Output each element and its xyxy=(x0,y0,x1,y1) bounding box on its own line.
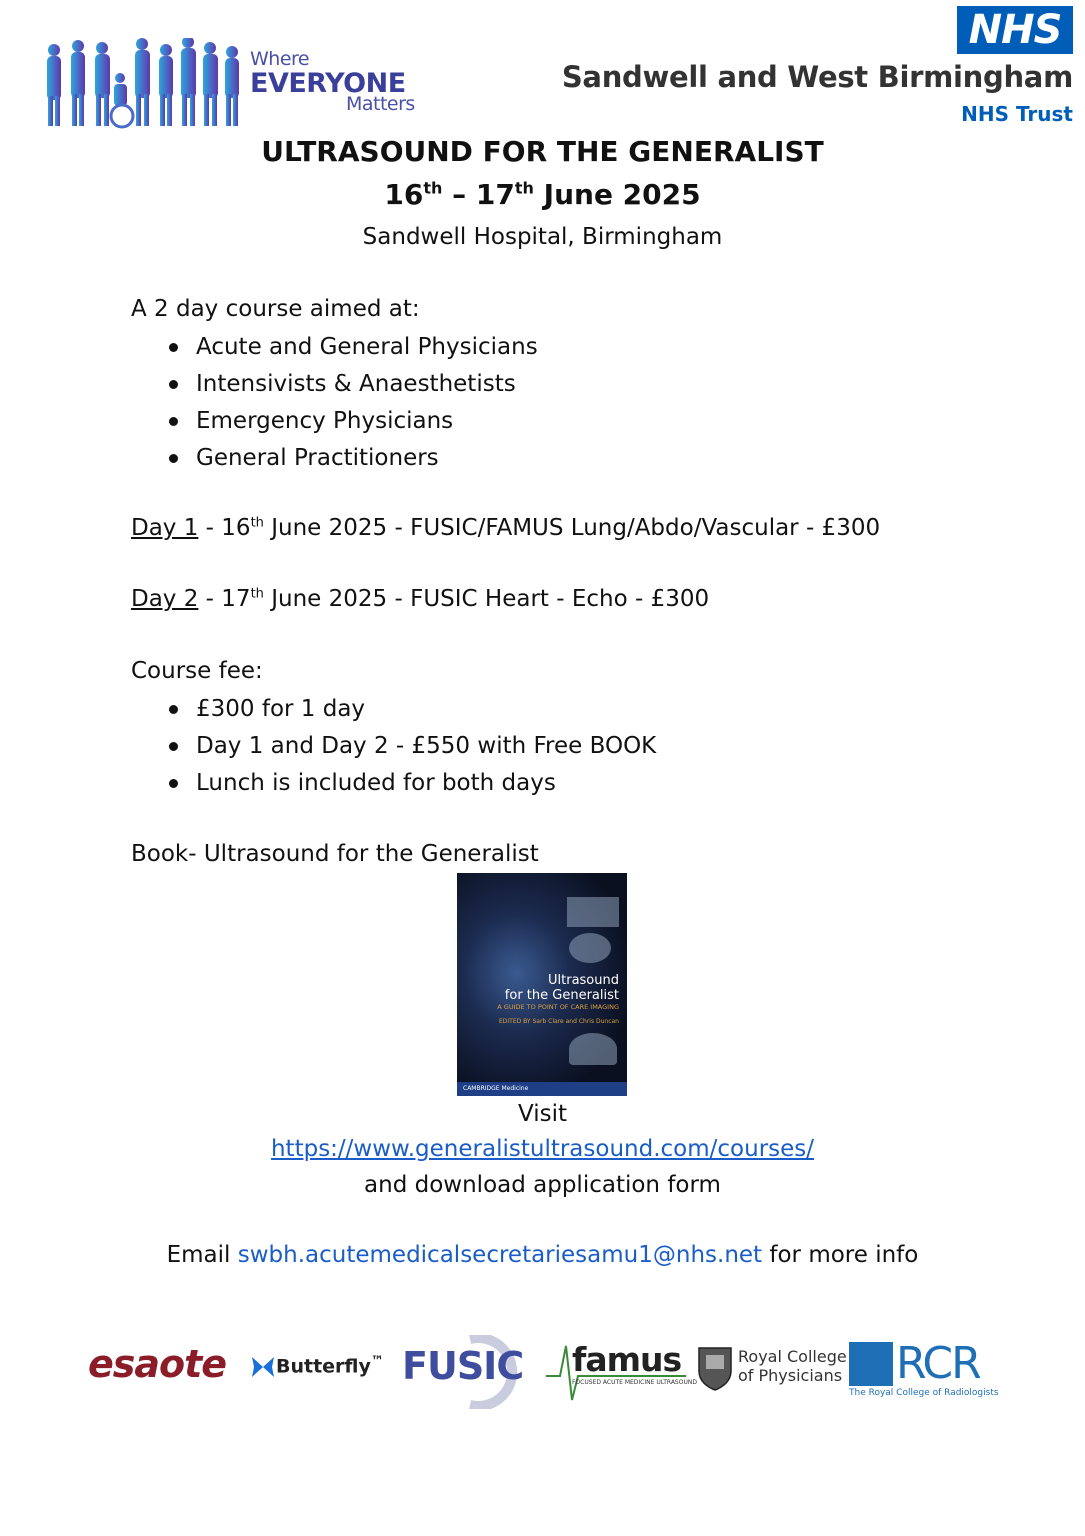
cover-title-line-1: Ultrasound xyxy=(548,973,619,988)
wordmark-where: Where xyxy=(250,48,310,70)
day-2-line xyxy=(131,586,709,612)
trust-name: Sandwell and West Birmingham xyxy=(561,60,1073,94)
fusic-logo: FUSIC xyxy=(402,1344,524,1388)
audience-intro: A 2 day course aimed at: xyxy=(131,296,420,322)
esaote-logo: esaote xyxy=(88,1342,227,1386)
fee-item: £300 for 1 day xyxy=(131,694,656,731)
book-intro: Book- Ultrasound for the Generalist xyxy=(131,841,539,867)
date-end: 17 xyxy=(475,178,515,211)
audience-item: General Practitioners xyxy=(131,443,538,480)
email-link[interactable]: swbh.acutemedicalsecretariesamu1@nhs.net xyxy=(237,1242,763,1268)
email-line xyxy=(0,1242,1085,1268)
nhs-logo: NHS xyxy=(957,6,1073,54)
butterfly-icon xyxy=(250,1355,276,1379)
cover-editors: EDITED BY Sarb Clare and Chris Duncan xyxy=(498,1018,619,1025)
rcp-line-2: of Physicians xyxy=(738,1366,843,1385)
rcp-line-1: Royal College xyxy=(738,1347,847,1366)
day-2-details: June 2025 - FUSIC Heart - Echo - £300 xyxy=(263,586,710,612)
email-suffix: for more info xyxy=(762,1242,919,1268)
audience-item: Acute and General Physicians xyxy=(131,332,538,369)
rcp-wordmark xyxy=(738,1347,847,1385)
course-dates xyxy=(0,178,1085,211)
day-2-sep: - xyxy=(198,586,222,612)
fee-item: Day 1 and Day 2 - £550 with Free BOOK xyxy=(131,731,656,768)
cover-echo-image xyxy=(569,933,611,963)
date-end-suffix: th xyxy=(514,178,534,198)
trust-subtitle: NHS Trust xyxy=(961,102,1073,126)
where-everyone-matters-wordmark xyxy=(250,50,415,114)
visit-label: Visit xyxy=(517,1101,567,1127)
date-start: 16 xyxy=(384,178,424,211)
cover-subtitle: A GUIDE TO POINT OF CARE IMAGING xyxy=(497,1003,619,1011)
day-2-date-suffix: th xyxy=(250,586,264,602)
cover-title-line-2: for the Generalist xyxy=(504,988,619,1003)
day-1-label: Day 1 xyxy=(131,515,199,541)
day-1-date-suffix: th xyxy=(250,515,264,531)
audience-item: Intensivists & Anaesthetists xyxy=(131,369,538,406)
fee-item: Lunch is included for both days xyxy=(131,768,656,805)
date-month-year: June 2025 xyxy=(533,178,701,211)
day-1-date: 16 xyxy=(221,515,251,541)
cover-title xyxy=(457,973,619,1003)
rcr-wordmark: RCR xyxy=(896,1338,980,1389)
cover-publisher: CAMBRIDGE Medicine xyxy=(457,1082,627,1096)
date-dash: – xyxy=(442,178,476,211)
rcr-crest-icon xyxy=(849,1342,893,1386)
fees-list xyxy=(131,694,656,805)
download-instructions: and download application form xyxy=(364,1172,721,1198)
day-1-sep: - xyxy=(198,515,222,541)
course-title: ULTRASOUND FOR THE GENERALIST xyxy=(261,135,824,168)
book-cover-image xyxy=(457,873,627,1096)
butterfly-wordmark: Butterfly xyxy=(276,1355,371,1378)
rcp-crest-icon xyxy=(696,1345,734,1391)
butterfly-logo xyxy=(250,1355,384,1379)
day-2-label: Day 2 xyxy=(131,586,199,612)
butterfly-trademark: ™ xyxy=(370,1354,384,1370)
day-1-line xyxy=(131,515,880,541)
fees-intro: Course fee: xyxy=(131,658,263,684)
famus-tagline: FOCUSED ACUTE MEDICINE ULTRASOUND xyxy=(572,1379,697,1386)
rcr-full-name: The Royal College of Radiologists xyxy=(849,1388,999,1398)
date-start-suffix: th xyxy=(423,178,443,198)
day-1-details: June 2025 - FUSIC/FAMUS Lung/Abdo/Vascular - £300 xyxy=(263,515,881,541)
email-prefix: Email xyxy=(166,1242,238,1268)
famus-wordmark: famus xyxy=(572,1340,682,1379)
course-venue: Sandwell Hospital, Birmingham xyxy=(362,224,723,250)
wordmark-matters: Matters xyxy=(346,93,415,115)
audience-item: Emergency Physicians xyxy=(131,406,538,443)
audience-list xyxy=(131,332,538,480)
wordmark-everyone: EVERYONE xyxy=(250,68,406,99)
cover-scan-image xyxy=(567,897,619,927)
course-website-link[interactable]: https://www.generalistultrasound.com/courses/ xyxy=(270,1136,815,1162)
cover-ultrasound-image xyxy=(569,1033,617,1065)
day-2-date: 17 xyxy=(221,586,251,612)
